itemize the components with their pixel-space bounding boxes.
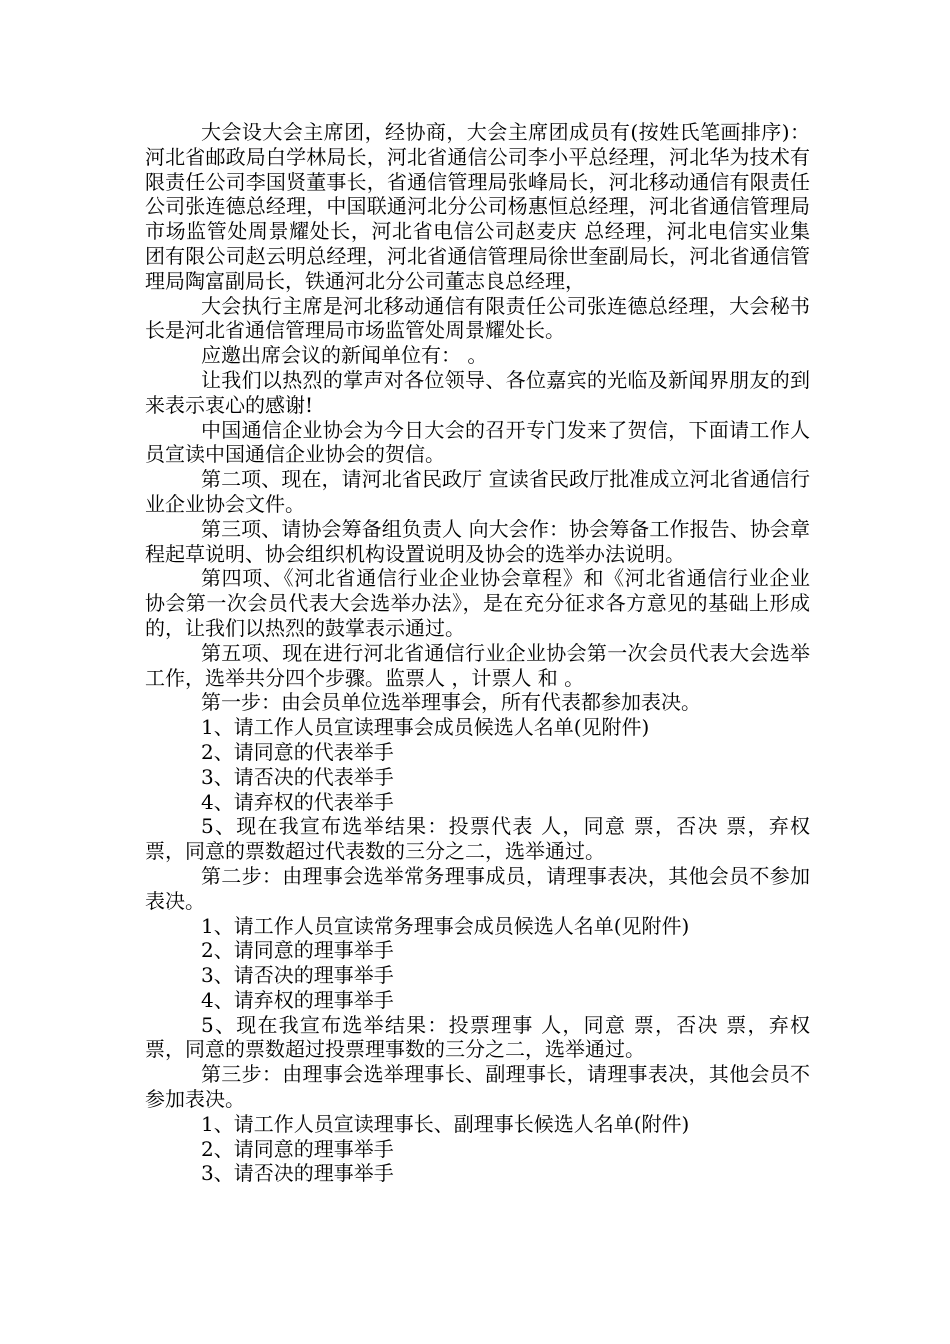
paragraph-step-one: 第一步：由会员单位选举理事会，所有代表都参加表决。 <box>201 690 701 715</box>
list-item: 3、请否决的代表举手 <box>201 764 394 789</box>
list-item: 5、现在我宣布选举结果：投票理事 人，同意 票，否决 票，弃权 票，同意的票数超过投票理事数的三分之二，选举通过。 <box>145 1012 810 1062</box>
list-item: 2、请同意的理事举手 <box>201 938 394 963</box>
paragraph-executive-chair: 大会执行主席是河北移动通信有限责任公司张连德总经理，大会秘书长是河北省通信管理局市场监管处周景耀处长。 <box>145 293 810 343</box>
list-item: 3、请否决的理事举手 <box>201 1161 394 1186</box>
paragraph-item-five: 第五项、现在进行河北省通信行业企业协会第一次会员代表大会选举工作，选举共分四个步骤。监票人 ，计票人 和 。 <box>145 640 810 690</box>
paragraph-item-three: 第三项、请协会筹备组负责人 向大会作：协会筹备工作报告、协会章程起草说明、协会组织机构设置说明及协会的选举办法说明。 <box>145 516 810 566</box>
paragraph-news-units: 应邀出席会议的新闻单位有： 。 <box>201 343 488 368</box>
paragraph-item-two: 第二项、现在，请河北省民政厅 宣读省民政厅批准成立河北省通信行业企业协会文件。 <box>145 467 810 516</box>
list-item: 1、请工作人员宣读常务理事会成员候选人名单(见附件) <box>201 913 690 938</box>
list-item: 4、请弃权的理事举手 <box>201 987 394 1012</box>
paragraph-applause-thanks: 让我们以热烈的掌声对各位领导、各位嘉宾的光临及新闻界朋友的到来表示衷心的感谢! <box>145 367 810 417</box>
paragraph-item-four: 第四项、《河北省通信行业企业协会章程》和《河北省通信行业企业协会第一次会员代表大会选举办法》，是在充分征求各方意见的基础上形成的，让我们以热烈的鼓掌表示通过。 <box>145 566 810 640</box>
list-item: 4、请弃权的代表举手 <box>201 789 394 814</box>
list-item: 5、现在我宣布选举结果：投票代表 人，同意 票，否决 票，弃权 票，同意的票数超过代表数的三分之二，选举通过。 <box>145 814 810 864</box>
paragraph-congratulation-letter: 中国通信企业协会为今日大会的召开专门发来了贺信，下面请工作人员宣读中国通信企业协会的贺信。 <box>145 417 810 467</box>
list-item: 1、请工作人员宣读理事长、副理事长候选人名单(附件) <box>201 1111 690 1136</box>
paragraph-step-two: 第二步：由理事会选举常务理事成员，请理事表决，其他会员不参加表决。 <box>145 863 810 913</box>
list-item: 3、请否决的理事举手 <box>201 963 394 988</box>
list-item: 1、请工作人员宣读理事会成员候选人名单(见附件) <box>201 715 650 740</box>
list-item: 2、请同意的代表举手 <box>201 739 394 764</box>
list-item: 2、请同意的理事举手 <box>201 1136 394 1161</box>
paragraph-step-three: 第三步：由理事会选举理事长、副理事长，请理事表决，其他会员不参加表决。 <box>145 1062 810 1112</box>
paragraph-presidium-members: 大会设大会主席团，经协商，大会主席团成员有(按姓氏笔画排序)：河北省邮政局白学林局长，河北省通信公司李小平总经理，河北华为技术有限责任公司李国贤董事长，省通信管理局张峰局长，河北移动通信有限责任公司张连德总经理，中国联通河北分公司杨惠恒总经理，河北省通信管理局市场监管处周景耀处长，河北省电信公司赵麦庆 总经理，河北电信实业集团有限公司赵云明总经理，河北省通信管理局徐世奎副局长，河北省通信管理局陶富副局长，铁通河北分公司董志良总经理， <box>145 120 810 293</box>
document-page <box>145 120 810 1186</box>
